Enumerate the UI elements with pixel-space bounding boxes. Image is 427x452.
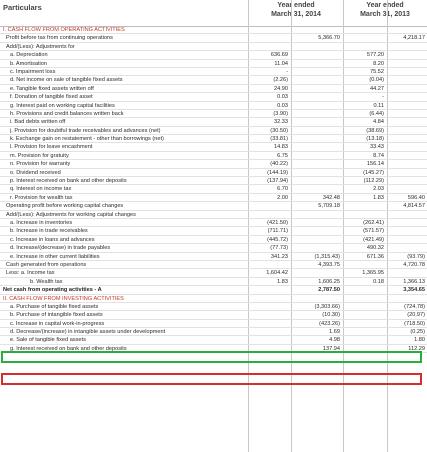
cash-flow-table-body bbox=[0, 26, 427, 353]
row-value-c1: (711.71) bbox=[267, 228, 288, 235]
row-label: g. Interest paid on working capital facilities bbox=[10, 102, 115, 109]
table-row bbox=[0, 135, 427, 143]
row-label: j. Provision for doubtful trade receivables and advances (net) bbox=[10, 127, 161, 134]
table-row bbox=[0, 295, 427, 303]
row-label: a. Increase in inventories bbox=[10, 219, 73, 226]
row-label: o. Dividend received bbox=[10, 169, 61, 176]
row-value-c1: 32.33 bbox=[274, 119, 288, 126]
table-row bbox=[0, 278, 427, 286]
row-label: Cash generated from operations bbox=[6, 261, 87, 268]
table-row bbox=[0, 102, 427, 110]
row-value-c3: 0.18 bbox=[373, 278, 384, 285]
column-header-2014 bbox=[249, 2, 343, 19]
row-label: a. Depreciation bbox=[10, 52, 48, 59]
row-value-c1: - bbox=[286, 68, 288, 75]
row-label: b. Purchase of intangible fixed assets bbox=[10, 312, 103, 319]
row-value-c1: 14.83 bbox=[274, 144, 288, 151]
table-row bbox=[0, 169, 427, 177]
row-label: Operating profit before working capital changes bbox=[6, 203, 124, 210]
row-label: d. Net income on sale of tangible fixed assets bbox=[10, 77, 123, 84]
row-value-c1: 11.04 bbox=[274, 60, 288, 67]
row-value-c3: 75.52 bbox=[370, 68, 384, 75]
column-header-2013-line1: Year ended bbox=[366, 2, 404, 9]
row-label: c. Increase in loans and advances bbox=[10, 236, 95, 243]
row-value-c2: (3,303.66) bbox=[314, 303, 340, 310]
table-row bbox=[0, 328, 427, 336]
row-value-c3: (0.04) bbox=[369, 77, 384, 84]
row-value-c1: (33.81) bbox=[270, 136, 288, 143]
row-value-c3: 490.32 bbox=[366, 245, 384, 252]
row-value-c3: 8.74 bbox=[373, 152, 384, 159]
row-value-c3: 1,365.95 bbox=[362, 270, 384, 277]
row-value-c1: (137.94) bbox=[267, 178, 288, 185]
table-row bbox=[0, 219, 427, 227]
row-label: f. Donation of tangible fixed asset bbox=[10, 94, 93, 101]
row-value-c3: 4.84 bbox=[373, 119, 384, 126]
row-label: Add/(Less): Adjustments for working capital changes bbox=[6, 211, 136, 218]
row-label: Add/(Less): Adjustments for bbox=[6, 43, 75, 50]
row-value-c3: (262.41) bbox=[363, 219, 384, 226]
row-label: d. Decrease/(increase) in intangible assets under development bbox=[10, 329, 166, 336]
net-cash-operating-highlight bbox=[1, 351, 422, 363]
row-value-c1: 6.75 bbox=[277, 152, 288, 159]
row-label: i. Bad debts written off bbox=[10, 119, 66, 126]
row-value-c1: 0.03 bbox=[277, 94, 288, 101]
row-value-c4: 1.80 bbox=[414, 337, 425, 344]
table-row bbox=[0, 261, 427, 269]
row-value-c1: 1.83 bbox=[277, 278, 288, 285]
table-row bbox=[0, 43, 427, 51]
row-value-c3: (112.29) bbox=[363, 178, 384, 185]
row-value-c3: 2.03 bbox=[373, 186, 384, 193]
row-label: b. Amortisation bbox=[10, 60, 47, 67]
row-label: c. Increase in capital work-in-progress bbox=[10, 320, 105, 327]
table-row bbox=[0, 68, 427, 76]
table-row bbox=[0, 269, 427, 277]
row-value-c3: (6.44) bbox=[369, 110, 384, 117]
row-label: b. Wealth tax bbox=[30, 278, 63, 285]
row-value-c4: (718.50) bbox=[404, 320, 425, 327]
column-header-2013-line2: March 31, 2013 bbox=[360, 10, 410, 18]
row-label: e. Increase in other current liabilities bbox=[10, 253, 100, 260]
row-value-c3: 1.83 bbox=[373, 194, 384, 201]
row-label: a. Purchase of tangible fixed assets bbox=[10, 303, 99, 310]
row-label: c. Impairment loss bbox=[10, 68, 56, 75]
row-value-c2: 5,709.18 bbox=[318, 203, 340, 210]
row-label: k. Exchange gain on restatement - other than borrowings (net) bbox=[10, 136, 164, 143]
table-row bbox=[0, 26, 427, 34]
row-value-c4: 4,814.57 bbox=[403, 203, 425, 210]
row-value-c3: (145.27) bbox=[363, 169, 384, 176]
column-header-2014-line1: Year ended bbox=[277, 2, 315, 9]
table-row bbox=[0, 76, 427, 84]
row-label: e. Sale of tangible fixed assets bbox=[10, 337, 86, 344]
row-label: b. Increase in trade receivables bbox=[10, 228, 88, 235]
table-row bbox=[0, 85, 427, 93]
table-row bbox=[0, 286, 427, 294]
table-row bbox=[0, 60, 427, 68]
row-label: n. Provision for warranty bbox=[10, 161, 71, 168]
row-value-c4: 112.29 bbox=[408, 345, 425, 352]
particulars-header: Particulars bbox=[3, 3, 42, 12]
table-row bbox=[0, 93, 427, 101]
row-label: r. Provision for wealth tax bbox=[10, 194, 73, 201]
row-value-c3: 671.36 bbox=[366, 253, 384, 260]
table-row bbox=[0, 34, 427, 42]
row-value-c1: (30.50) bbox=[270, 127, 288, 134]
row-value-c1: 24.90 bbox=[274, 85, 288, 92]
row-value-c4: (0.25) bbox=[410, 329, 425, 336]
row-value-c4: (724.78) bbox=[404, 303, 425, 310]
row-label: II. CASH FLOW FROM INVESTING ACTIVITIES bbox=[3, 295, 124, 302]
row-label: I. CASH FLOW FROM OPERATING ACTIVITIES bbox=[3, 27, 125, 33]
row-value-c3: 156.14 bbox=[366, 161, 384, 168]
row-value-c2: 137.94 bbox=[322, 345, 340, 352]
row-value-c4: 3,354.65 bbox=[403, 287, 425, 294]
row-value-c4: 1,366.13 bbox=[403, 278, 425, 285]
table-row bbox=[0, 194, 427, 202]
row-value-c2: 5,366.70 bbox=[318, 35, 340, 42]
row-value-c1: 636.69 bbox=[270, 52, 288, 59]
row-label: d. Increase/(decrease) in trade payables bbox=[10, 245, 111, 252]
row-value-c3: (571.57) bbox=[363, 228, 384, 235]
table-row bbox=[0, 51, 427, 59]
row-value-c4: 596.40 bbox=[407, 194, 425, 201]
table-row bbox=[0, 253, 427, 261]
row-value-c3: - bbox=[382, 94, 384, 101]
table-row bbox=[0, 118, 427, 126]
row-value-c2: 4.98 bbox=[329, 337, 340, 344]
row-value-c4: 4,720.78 bbox=[403, 261, 425, 268]
row-label: g. Interest received on bank and other deposits bbox=[10, 345, 127, 352]
row-value-c1: 341.23 bbox=[270, 253, 288, 260]
row-value-c4: (93.79) bbox=[407, 253, 425, 260]
row-value-c1: 2.00 bbox=[277, 194, 288, 201]
row-value-c3: 33.43 bbox=[370, 144, 384, 151]
row-label: m. Provision for gratuity bbox=[10, 152, 69, 159]
table-row bbox=[0, 211, 427, 219]
row-value-c3: 0.11 bbox=[373, 102, 384, 109]
row-label: Profit before tax from continuing operations bbox=[6, 35, 113, 42]
row-value-c1: (144.19) bbox=[267, 169, 288, 176]
row-label: e. Tangible fixed assets written off bbox=[10, 85, 94, 92]
row-value-c1: 1,604.42 bbox=[266, 270, 288, 277]
row-value-c1: (445.72) bbox=[267, 236, 288, 243]
table-row bbox=[0, 143, 427, 151]
row-value-c3: 577.20 bbox=[366, 52, 384, 59]
row-value-c3: (13.18) bbox=[366, 136, 384, 143]
row-value-c1: (2.26) bbox=[273, 77, 288, 84]
row-value-c2: 4,393.75 bbox=[318, 261, 340, 268]
row-value-c4: (20.97) bbox=[407, 312, 425, 319]
row-value-c2: 342.48 bbox=[322, 194, 340, 201]
table-row bbox=[0, 160, 427, 168]
table-row bbox=[0, 227, 427, 235]
row-value-c1: 6.70 bbox=[277, 186, 288, 193]
row-label: p. Interest received on bank and other deposits bbox=[10, 178, 127, 185]
row-value-c3: (421.49) bbox=[363, 236, 384, 243]
table-row bbox=[0, 185, 427, 193]
purchase-tangible-assets-highlight bbox=[1, 373, 422, 385]
row-value-c3: 44.27 bbox=[370, 85, 384, 92]
row-label: Net cash from operating activities - A bbox=[3, 287, 102, 294]
table-row bbox=[0, 110, 427, 118]
table-row bbox=[0, 177, 427, 185]
table-row bbox=[0, 311, 427, 319]
row-value-c1: 0.03 bbox=[277, 102, 288, 109]
table-row bbox=[0, 236, 427, 244]
table-row bbox=[0, 320, 427, 328]
table-row bbox=[0, 336, 427, 344]
column-header-2014-line2: March 31, 2014 bbox=[271, 10, 321, 18]
table-row bbox=[0, 303, 427, 311]
row-value-c2: 1,606.25 bbox=[318, 278, 340, 285]
row-value-c2: (423.26) bbox=[319, 320, 340, 327]
row-label: l. Provision for leave encashment bbox=[10, 144, 93, 151]
row-label: q. Interest on income tax bbox=[10, 186, 72, 193]
row-value-c1: (40.22) bbox=[270, 161, 288, 168]
table-row bbox=[0, 127, 427, 135]
row-value-c2: (1,315.43) bbox=[314, 253, 340, 260]
row-value-c1: (421.50) bbox=[267, 219, 288, 226]
row-value-c1: (3.90) bbox=[273, 110, 288, 117]
row-value-c2: 1.69 bbox=[329, 329, 340, 336]
table-header bbox=[0, 0, 427, 27]
row-value-c4: 4,218.17 bbox=[403, 35, 425, 42]
row-value-c3: (38.69) bbox=[366, 127, 384, 134]
row-value-c2: 2,787.50 bbox=[318, 287, 340, 294]
table-row bbox=[0, 202, 427, 210]
row-value-c2: (10.30) bbox=[322, 312, 340, 319]
row-label: h. Provisions and credit balances written back bbox=[10, 110, 124, 117]
table-row bbox=[0, 244, 427, 252]
row-label: Less: a. Income tax bbox=[6, 270, 55, 277]
row-value-c1: (77.73) bbox=[270, 245, 288, 252]
row-value-c3: 8.20 bbox=[373, 60, 384, 67]
table-row bbox=[0, 152, 427, 160]
column-header-2013 bbox=[344, 2, 426, 19]
